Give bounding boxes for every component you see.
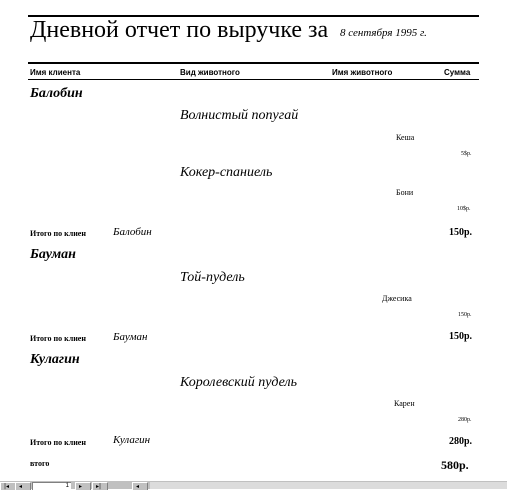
animal-type: Волнистый попугай [180, 108, 299, 123]
pet-name: Джесика [382, 294, 412, 303]
last-page-icon: ▸| [96, 483, 102, 490]
client-total-name: Кулагин [113, 434, 151, 446]
scroll-left-icon: ◂ [136, 483, 140, 490]
header-rule-bottom [28, 79, 479, 80]
client-total-value: 280р. [449, 436, 473, 447]
client-name: Балобин [30, 86, 83, 101]
animal-type: Королевский пудель [180, 375, 298, 390]
client-name: Кулагин [30, 352, 80, 367]
col-pet-header: Имя животного [332, 68, 393, 77]
scroll-left-button[interactable] [132, 482, 148, 490]
next-page-button[interactable] [75, 482, 91, 490]
client-total-label: Итого по клиен [30, 334, 86, 343]
next-page-icon: ▸ [79, 483, 83, 490]
client-total-label: Итого по клиен [30, 438, 86, 447]
page-number: 1 [65, 483, 69, 489]
grand-total-label: втого [30, 459, 50, 468]
col-type-header: Вид животного [180, 68, 240, 77]
first-page-button[interactable] [0, 482, 16, 490]
last-page-button[interactable] [92, 482, 108, 490]
client-total-name: Балобин [113, 226, 152, 238]
client-total-value: 150р. [449, 331, 473, 342]
first-page-icon: |◂ [4, 483, 10, 490]
animal-type: Той-пудель [180, 270, 245, 285]
client-name: Бауман [30, 247, 76, 262]
animal-type: Кокер-спаниель [180, 165, 273, 180]
client-total-name: Бауман [113, 331, 148, 343]
col-client-header: Имя клиента [30, 68, 81, 77]
animal-price: 10$р. [457, 206, 471, 212]
report-title: Дневной отчет по выручке за [30, 17, 329, 43]
report-date: 8 сентября 1995 г. [340, 27, 427, 39]
pet-name: Кеша [396, 133, 415, 142]
animal-price: 280р. [458, 417, 472, 423]
prev-page-button[interactable] [15, 482, 31, 490]
animal-price: 150р. [458, 312, 472, 318]
client-total-value: 150р. [449, 227, 473, 238]
grand-total-value: 580р. [441, 458, 469, 472]
page-number-field[interactable] [32, 482, 71, 490]
prev-page-icon: ◂ [19, 483, 23, 490]
pet-name: Бони [396, 188, 414, 197]
animal-price: 5$р. [461, 151, 472, 157]
client-total-label: Итого по клиен [30, 229, 86, 238]
header-rule-top [28, 62, 479, 64]
pet-name: Карен [394, 399, 415, 408]
col-sum-header: Сумма [444, 68, 471, 77]
